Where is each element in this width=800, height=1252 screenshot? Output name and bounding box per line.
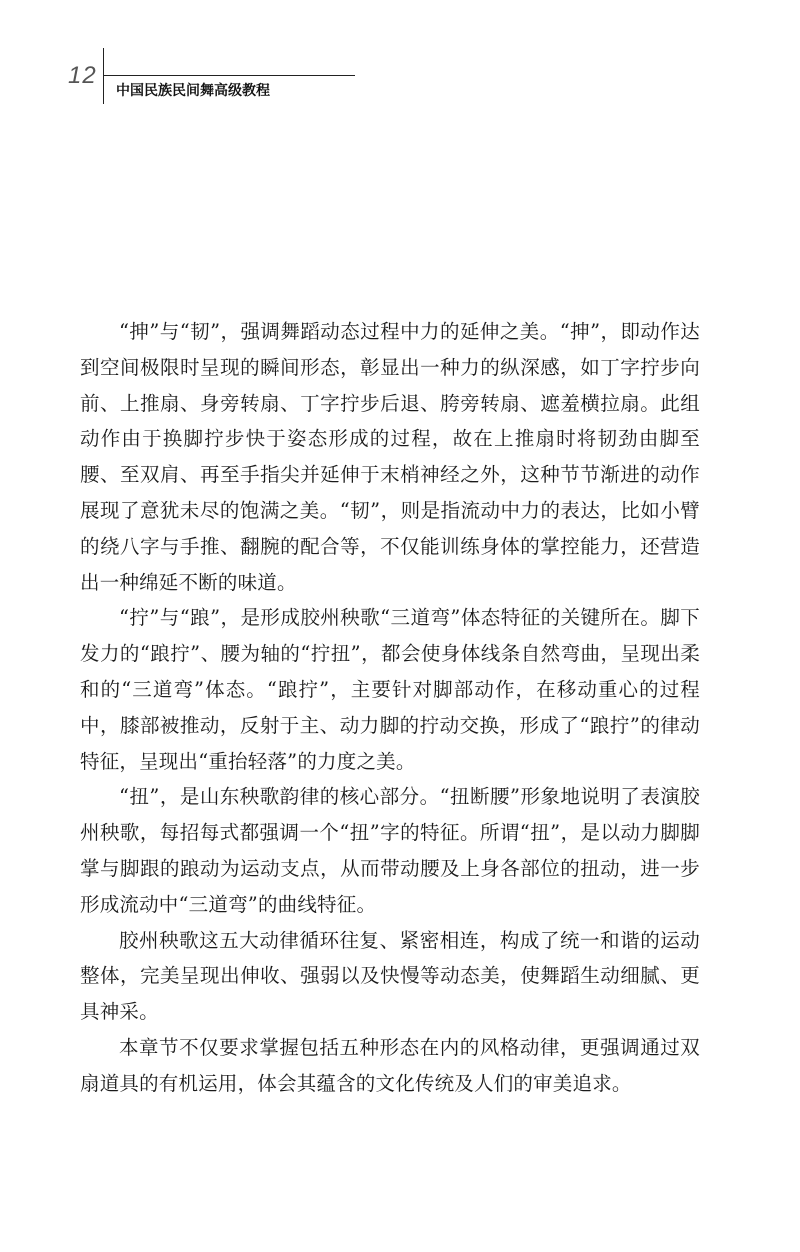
header-horizontal-rule: [103, 75, 355, 76]
book-title: 中国民族民间舞高级教程: [116, 83, 270, 99]
running-header: [60, 48, 320, 108]
paragraph-chen-ren: “抻”与“韧”，强调舞蹈动态过程中力的延伸之美。“抻”，即动作达到空间极限时呈现的瞬间形态，彰显出一种力的纵深感，如丁字拧步向前、上推扇、身旁转扇、丁字拧步后退、胯旁转扇、遮羞横拉扇。此组动作由于换脚拧步快于姿态形成的过程，故在上推扇时将韧劲由脚至腰、至双肩、再至手指尖并延伸于末梢神经之外，这种节节渐进的动作展现了意犹未尽的饱满之美。“韧”，则是指流动中力的表达，比如小臂的绕八字与手推、翻腕的配合等，不仅能训练身体的掌控能力，还营造出一种绵延不断的味道。: [80, 320, 700, 594]
paragraph-summary: 胶州秧歌这五大动律循环往复、紧密相连，构成了统一和谐的运动整体，完美呈现出伸收、强弱以及快慢等动态美，使舞蹈生动细腻、更具神采。: [80, 928, 700, 1024]
paragraph-chapter-goal: 本章节不仅要求掌握包括五种形态在内的风格动律，更强调通过双扇道具的有机运用，体会其蕴含的文化传统及人们的审美追求。: [80, 1035, 700, 1095]
paragraph-ning-lang: “拧”与“踉”，是形成胶州秧歌“三道弯”体态特征的关键所在。脚下发力的“踉拧”、腰为轴的“拧扭”，都会使身体线条自然弯曲，呈现出柔和的“三道弯”体态。“踉拧”，主要针对脚部动作，在移动重心的过程中，膝部被推动，反射于主、动力脚的拧动交换，形成了“踉拧”的律动特征，呈现出“重抬轻落”的力度之美。: [80, 606, 700, 773]
paragraph-niu: “扭”，是山东秧歌韵律的核心部分。“扭断腰”形象地说明了表演胶州秧歌，每招每式都强调一个“扭”字的特征。所谓“扭”，是以动力脚脚掌与脚跟的踉动为运动支点，从而带动腰及上身各部位的扭动，进一步形成流动中“三道弯”的曲线特征。: [80, 785, 700, 916]
page-number: 12: [68, 62, 97, 89]
header-vertical-rule: [103, 48, 104, 104]
body-text: [80, 314, 700, 1102]
